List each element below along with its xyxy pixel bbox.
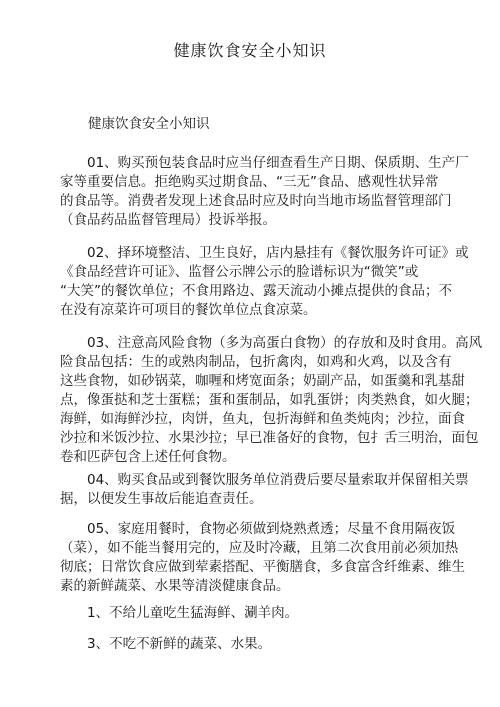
paragraph-line: 素的新鲜蔬菜、水果等清淡健康食品。 [60, 578, 290, 594]
paragraph-line: （菜），如不能当餐用完的，应及时冷藏，且第二次食用前必须加热 [60, 540, 459, 556]
paragraph-line: 家等重要信息。拒绝购买过期食品、“三无”食品、感观性状异常 [60, 174, 439, 190]
paragraph-line: 03、注意高风险食物（多为高蛋白食物）的存放和及时食用。高风 [60, 335, 483, 351]
paragraph-line: 据，以便发生事故后能追查责任。 [60, 491, 263, 507]
paragraph-line: 险食品包括：生的或熟肉制品，包折禽肉，如鸡和火鸡，以及含有 [60, 354, 452, 370]
paragraph-01 [60, 154, 469, 230]
paragraph-tip-1 [60, 604, 298, 623]
paragraph-05 [60, 520, 465, 596]
paragraph-line: 海鲜，如海鲜沙拉，肉饼，鱼丸，包折海鲜和鱼类炖肉；沙拉，面食 [60, 411, 465, 427]
paragraph-line: （食品药品监督管理局）投诉举报。 [60, 212, 276, 228]
paragraph-line: 04、购买食品或到餐饮服务单位消费后要尽量索取并保留相关票 [60, 472, 469, 488]
paragraph-tip-3 [60, 635, 271, 654]
paragraph-line: 在没有凉菜许可项目的餐饮单位点食凉菜。 [60, 302, 317, 318]
paragraph-line: 这些食物，如砂锅菜，咖喱和烤宽面条；奶副产品，如蛋羹和乳基甜 [60, 373, 465, 389]
paragraph-line: 1、不给儿童吃生猛海鲜、涮羊肉。 [60, 605, 299, 621]
paragraph-line: 02、择环境整洁、卫生良好，店内悬挂有《餐饮服务许可证》或 [60, 245, 469, 261]
paragraph-line: 点，像蛋挞和芝士蛋糕；蛋和蛋制品，如乳蛋饼；肉类熟食，如火腿； [60, 392, 479, 408]
paragraph-line: 05、家庭用餐时，食物必须做到烧熟煮透；尽量不食用隔夜饭 [60, 521, 456, 537]
paragraph-line: 3、不吃不新鲜的蔬菜、水果。 [60, 636, 272, 652]
paragraph-line: 彻底；日常饮食应做到荤素搭配、平衡膳食，多食富含纤维素、维生 [60, 559, 465, 575]
section-heading: 健康饮食安全小知识 [88, 116, 210, 132]
paragraph-line: 卷和匹萨包含上述任何食物。 [60, 449, 236, 465]
paragraph-line: 01、购买预包装食品时应当仔细查看生产日期、保质期、生产厂 [60, 155, 469, 171]
page-title: 健康饮食安全小知识 [173, 41, 327, 60]
paragraph-02 [60, 244, 469, 320]
paragraph-line: 沙拉和米饭沙拉、水果沙拉；早已准备好的食物，包扌舌三明治，面包 [60, 430, 479, 446]
paragraph-line: 的食品等。消费者发现上述食品时应及时向当地市场监督管理部门 [60, 193, 452, 209]
paragraph-line: “大笑”的餐饮单位；不食用路边、露天流动小摊点提供的食品；不 [60, 283, 452, 299]
paragraph-03 [60, 334, 482, 467]
paragraph-line: 《食品经营许可证》、监督公示牌公示的脸谱标识为“微笑”或 [60, 264, 419, 280]
paragraph-04 [60, 471, 469, 509]
